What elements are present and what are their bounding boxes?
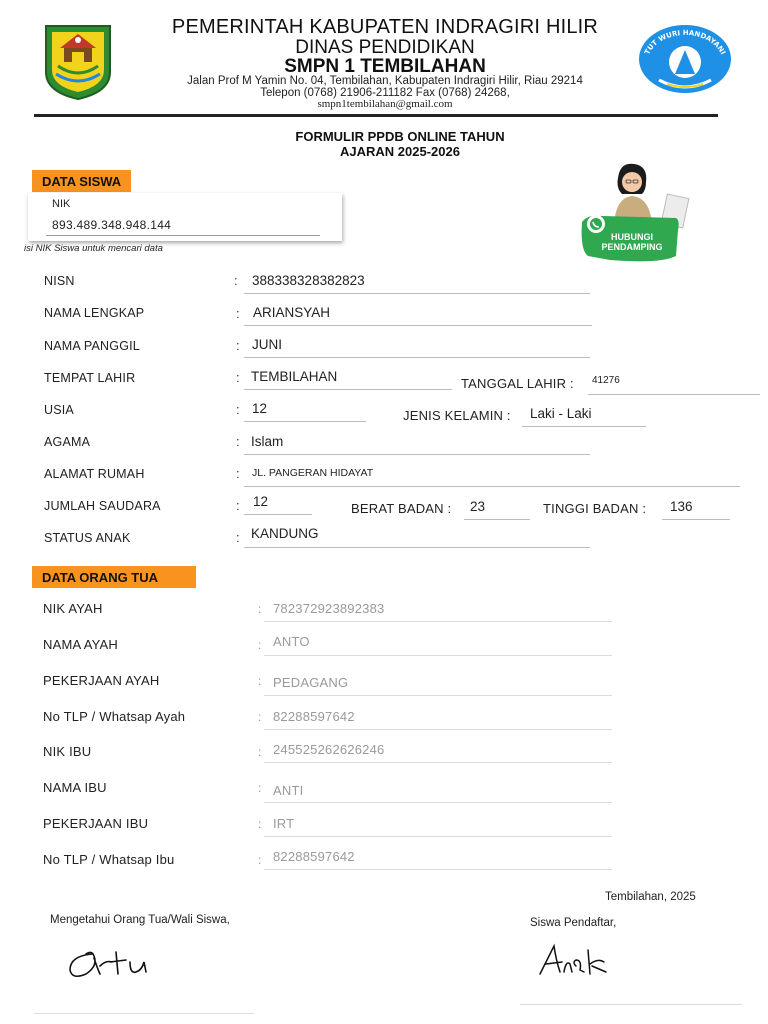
father-job-label: PEKERJAAN AYAH — [43, 673, 160, 688]
parent-signature — [64, 940, 164, 985]
birthplace-label: TEMPAT LAHIR — [44, 371, 136, 385]
father-name-colon: : — [258, 638, 262, 652]
mother-name-colon: : — [258, 781, 262, 795]
mother-nik-colon: : — [258, 745, 262, 759]
child-status-label: STATUS ANAK — [44, 531, 131, 545]
nik-search-card — [28, 193, 342, 241]
weight-field[interactable]: 23 — [470, 499, 486, 514]
header-divider — [34, 114, 718, 117]
student-signature-label: Siswa Pendaftar, — [530, 917, 617, 929]
nik-hint-text: isi NIK Siswa untuk mencari data — [24, 243, 163, 254]
age-colon: : — [236, 402, 240, 417]
child-status-underline — [244, 547, 590, 548]
student-signature-line — [520, 1004, 742, 1005]
nik-label: NIK — [52, 198, 71, 210]
father-phone-label: No TLP / Whatsap Ayah — [43, 709, 186, 724]
government-title: PEMERINTAH KABUPATEN INDRAGIRI HILIR — [171, 16, 599, 38]
mother-job-field[interactable]: IRT — [273, 816, 295, 831]
weight-underline — [464, 519, 530, 520]
nisn-label: NISN — [44, 274, 75, 288]
siblings-label: JUMLAH SAUDARA — [44, 499, 161, 513]
form-title — [200, 129, 600, 159]
address-field[interactable]: JL. PANGERAN HIDAYAT — [252, 467, 374, 479]
school-phone: Telepon (0768) 21906-211182 Fax (0768) 24268, — [260, 87, 510, 99]
siblings-underline — [244, 514, 312, 515]
school-name: SMPN 1 TEMBILAHAN — [284, 56, 486, 77]
address-label: ALAMAT RUMAH — [44, 467, 145, 481]
mother-phone-underline — [264, 869, 612, 870]
place-date: Tembilahan, 2025 — [605, 891, 696, 903]
school-email: smpn1tembilahan@gmail.com — [317, 98, 453, 110]
father-job-colon: : — [258, 674, 262, 688]
birthplace-field[interactable]: TEMBILAHAN — [251, 369, 338, 384]
religion-field[interactable]: Islam — [251, 434, 284, 449]
father-nik-label: NIK AYAH — [43, 601, 103, 616]
father-phone-underline — [264, 729, 612, 730]
full-name-field[interactable]: ARIANSYAH — [253, 305, 331, 320]
mother-nik-underline — [264, 762, 612, 763]
father-phone-colon: : — [258, 710, 262, 724]
child-status-colon: : — [236, 530, 240, 545]
nik-input-underline — [46, 235, 320, 236]
gender-underline — [522, 426, 646, 427]
parent-signature-label: Mengetahui Orang Tua/Wali Siswa, — [50, 914, 230, 926]
mother-name-label: NAMA IBU — [43, 780, 107, 795]
full-name-colon: : — [236, 306, 240, 321]
mother-job-colon: : — [258, 817, 262, 831]
height-underline — [662, 519, 730, 520]
address-underline — [244, 486, 740, 487]
father-nik-colon: : — [258, 602, 262, 616]
height-field[interactable]: 136 — [670, 499, 693, 514]
birthdate-label: TANGGAL LAHIR : — [461, 376, 574, 391]
weight-label: BERAT BADAN : — [351, 501, 452, 516]
mother-phone-colon: : — [258, 853, 262, 867]
religion-label: AGAMA — [44, 435, 91, 449]
nickname-underline — [244, 357, 590, 358]
contact-button-label — [580, 232, 684, 252]
mother-nik-field[interactable]: 245525262626246 — [273, 742, 385, 757]
mother-phone-field[interactable]: 82288597642 — [273, 849, 355, 864]
nik-search-input[interactable]: 893.489.348.948.144 — [52, 218, 172, 232]
father-job-underline — [264, 695, 612, 696]
birthdate-underline — [588, 394, 760, 395]
age-field[interactable]: 12 — [252, 401, 268, 416]
religion-underline — [244, 454, 590, 455]
age-label: USIA — [44, 403, 74, 417]
form-title-line1: FORMULIR PPDB ONLINE TAHUN — [295, 129, 505, 144]
student-signature — [536, 940, 616, 980]
siblings-field[interactable]: 12 — [253, 494, 269, 509]
birthplace-colon: : — [236, 370, 240, 385]
mother-name-field[interactable]: ANTI — [273, 783, 304, 798]
nickname-field[interactable]: JUNI — [252, 337, 282, 352]
full-name-underline — [244, 325, 592, 326]
nisn-field[interactable]: 388338328382823 — [252, 273, 365, 288]
nickname-colon: : — [236, 338, 240, 353]
parent-section-heading: DATA ORANG TUA — [32, 566, 196, 588]
gender-label: JENIS KELAMIN : — [403, 408, 511, 423]
student-section-heading: DATA SISWA — [32, 170, 131, 192]
height-label: TINGGI BADAN : — [543, 501, 647, 516]
father-name-label: NAMA AYAH — [43, 637, 119, 652]
age-underline — [244, 421, 366, 422]
father-name-underline — [264, 655, 612, 656]
siblings-colon: : — [236, 498, 240, 513]
mother-job-underline — [264, 836, 612, 837]
full-name-label: NAMA LENGKAP — [44, 306, 145, 320]
mother-phone-label: No TLP / Whatsap Ibu — [43, 852, 175, 867]
address-colon: : — [236, 466, 240, 481]
mother-job-label: PEKERJAAN IBU — [43, 816, 149, 831]
contact-label-line1: HUBUNGI — [611, 232, 653, 242]
contact-assistant-button[interactable] — [580, 160, 700, 264]
mother-name-underline — [264, 802, 612, 803]
school-address: Jalan Prof M Yamin No. 04, Tembilahan, Kabupaten Indragiri Hilir, Riau 29214 — [187, 75, 583, 87]
logo-motto-text: TUT WURI HANDAYANI — [643, 28, 727, 56]
father-name-field[interactable]: ANTO — [273, 634, 310, 649]
gender-field[interactable]: Laki - Laki — [530, 406, 592, 421]
parent-signature-line — [34, 1013, 254, 1014]
birthdate-field[interactable]: 41276 — [592, 375, 620, 386]
father-job-field[interactable]: PEDAGANG — [273, 675, 349, 690]
father-nik-underline — [264, 621, 612, 622]
father-nik-field[interactable]: 782372923892383 — [273, 601, 385, 616]
form-title-line2: AJARAN 2025-2026 — [340, 144, 460, 159]
nisn-colon: : — [234, 273, 238, 288]
mother-nik-label: NIK IBU — [43, 744, 92, 759]
nisn-underline — [244, 293, 590, 294]
birthplace-underline — [244, 389, 452, 390]
father-phone-field[interactable]: 82288597642 — [273, 709, 355, 724]
contact-label-line2: PENDAMPING — [601, 242, 663, 252]
religion-colon: : — [236, 434, 240, 449]
child-status-field[interactable]: KANDUNG — [251, 526, 319, 541]
nickname-label: NAMA PANGGIL — [44, 339, 140, 353]
department-title: DINAS PENDIDIKAN — [295, 37, 475, 58]
